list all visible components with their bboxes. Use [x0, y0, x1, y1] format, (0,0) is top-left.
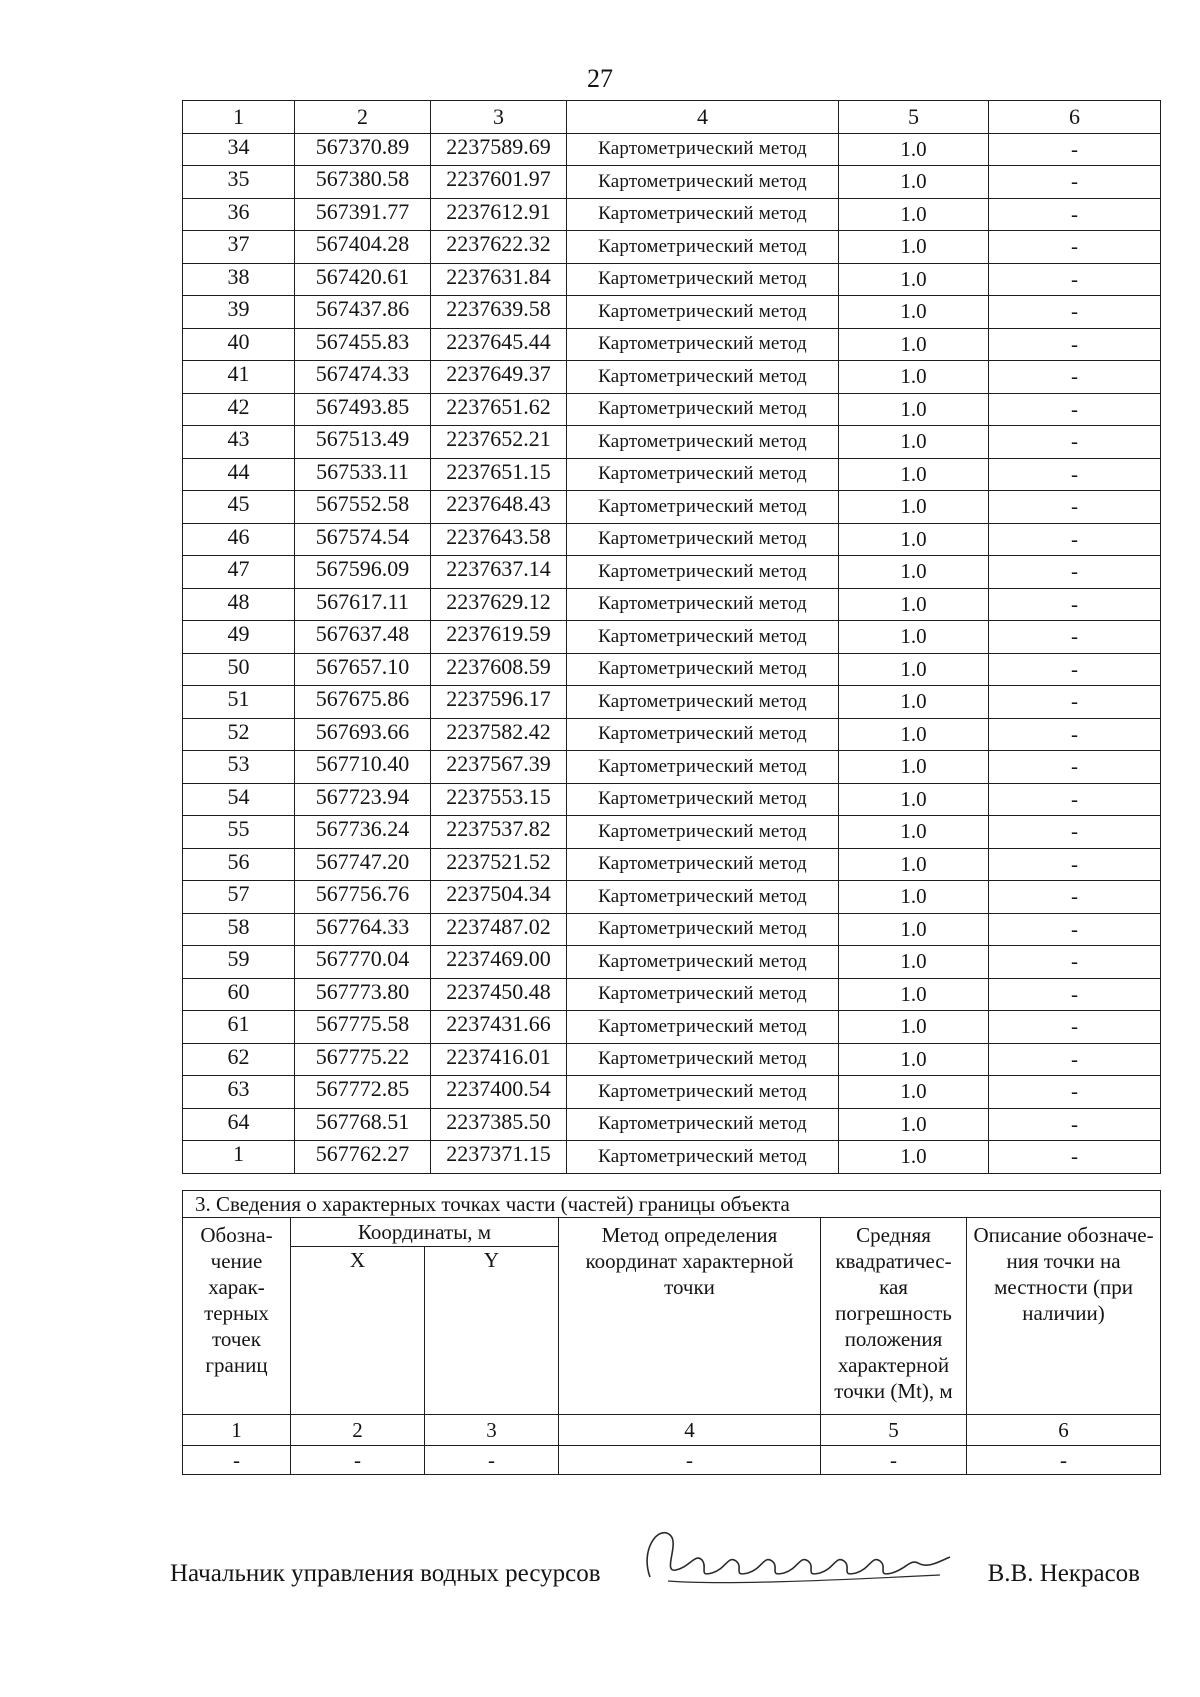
description-cell: -: [989, 913, 1161, 946]
header-accuracy: Средняя квадратичес-кая погрешность положения характерной точки (Mt), м: [821, 1218, 967, 1415]
table-row: [183, 1141, 1161, 1174]
table-row: [183, 946, 1161, 979]
x-coordinate-cell: 567493.85: [295, 393, 431, 426]
x-coordinate-cell: 567723.94: [295, 783, 431, 816]
method-cell: Картометрический метод: [567, 718, 839, 751]
method-cell: Картометрический метод: [567, 686, 839, 719]
description-cell: -: [989, 361, 1161, 394]
accuracy-cell: 1.0: [839, 523, 989, 556]
section3-table: [182, 1190, 1161, 1475]
point-number-cell: 50: [183, 653, 295, 686]
table-row: [183, 978, 1161, 1011]
point-number-cell: 41: [183, 361, 295, 394]
y-coordinate-cell: 2237589.69: [431, 133, 567, 166]
x-coordinate-cell: 567772.85: [295, 1076, 431, 1109]
x-coordinate-cell: 567657.10: [295, 653, 431, 686]
table-row: [183, 133, 1161, 166]
point-number-cell: 46: [183, 523, 295, 556]
y-coordinate-cell: 2237639.58: [431, 296, 567, 329]
section3-title: 3. Сведения о характерных точках части (частей) границы объекта: [183, 1191, 1161, 1218]
method-cell: Картометрический метод: [567, 1043, 839, 1076]
accuracy-cell: 1.0: [839, 913, 989, 946]
method-cell: Картометрический метод: [567, 1076, 839, 1109]
method-cell: Картометрический метод: [567, 946, 839, 979]
description-cell: -: [989, 751, 1161, 784]
description-cell: -: [989, 328, 1161, 361]
description-cell: -: [989, 816, 1161, 849]
description-cell: -: [989, 653, 1161, 686]
method-cell: Картометрический метод: [567, 881, 839, 914]
y-coordinate-cell: 2237567.39: [431, 751, 567, 784]
x-coordinate-cell: 567391.77: [295, 198, 431, 231]
table-row: [183, 653, 1161, 686]
method-cell: Картометрический метод: [567, 1011, 839, 1044]
signer-name: В.В. Некрасов: [987, 1560, 1140, 1587]
accuracy-cell: 1.0: [839, 491, 989, 524]
column-number: 3: [425, 1415, 559, 1446]
method-cell: Картометрический метод: [567, 913, 839, 946]
accuracy-cell: 1.0: [839, 263, 989, 296]
description-cell: -: [989, 978, 1161, 1011]
x-coordinate-cell: 567420.61: [295, 263, 431, 296]
header-method: Метод определения координат характерной точки: [559, 1218, 821, 1415]
table-row: [183, 556, 1161, 589]
method-cell: Картометрический метод: [567, 491, 839, 524]
x-coordinate-cell: 567756.76: [295, 881, 431, 914]
method-cell: Картометрический метод: [567, 653, 839, 686]
point-number-cell: 56: [183, 848, 295, 881]
section3-empty-row: [183, 1446, 1161, 1475]
y-coordinate-cell: 2237596.17: [431, 686, 567, 719]
point-number-cell: 47: [183, 556, 295, 589]
point-number-cell: 35: [183, 166, 295, 199]
table-row: [183, 361, 1161, 394]
y-coordinate-cell: 2237487.02: [431, 913, 567, 946]
table-row: [183, 751, 1161, 784]
table-row: [183, 491, 1161, 524]
table-row: [183, 198, 1161, 231]
point-number-cell: 45: [183, 491, 295, 524]
accuracy-cell: 1.0: [839, 848, 989, 881]
accuracy-cell: 1.0: [839, 653, 989, 686]
y-coordinate-cell: 2237651.15: [431, 458, 567, 491]
description-cell: -: [989, 588, 1161, 621]
point-number-cell: 57: [183, 881, 295, 914]
table-row: [183, 263, 1161, 296]
table-row: [183, 621, 1161, 654]
method-cell: Картометрический метод: [567, 1141, 839, 1174]
y-coordinate-cell: 2237553.15: [431, 783, 567, 816]
column-number: 5: [821, 1415, 967, 1446]
description-cell: -: [989, 556, 1161, 589]
y-coordinate-cell: 2237450.48: [431, 978, 567, 1011]
point-number-cell: 60: [183, 978, 295, 1011]
x-coordinate-cell: 567747.20: [295, 848, 431, 881]
x-coordinate-cell: 567552.58: [295, 491, 431, 524]
table-row: [183, 166, 1161, 199]
point-number-cell: 44: [183, 458, 295, 491]
method-cell: Картометрический метод: [567, 328, 839, 361]
accuracy-cell: 1.0: [839, 946, 989, 979]
y-coordinate-cell: 2237385.50: [431, 1108, 567, 1141]
accuracy-cell: 1.0: [839, 881, 989, 914]
accuracy-cell: 1.0: [839, 621, 989, 654]
description-cell: -: [989, 848, 1161, 881]
signature-footer: [170, 1548, 1140, 1598]
column-number: 4: [567, 101, 839, 134]
empty-cell: -: [559, 1446, 821, 1475]
point-number-cell: 34: [183, 133, 295, 166]
empty-cell: -: [183, 1446, 291, 1475]
signer-position: Начальник управления водных ресурсов: [170, 1560, 601, 1587]
point-number-cell: 40: [183, 328, 295, 361]
accuracy-cell: 1.0: [839, 296, 989, 329]
empty-cell: -: [967, 1446, 1161, 1475]
page-number: 27: [587, 64, 613, 93]
coordinates-table: [182, 100, 1161, 1174]
table-row: [183, 1043, 1161, 1076]
header-y: Y: [425, 1247, 559, 1415]
column-number: 2: [291, 1415, 425, 1446]
y-coordinate-cell: 2237649.37: [431, 361, 567, 394]
table-row: [183, 231, 1161, 264]
section3-header-row: [183, 1218, 1161, 1247]
point-number-cell: 48: [183, 588, 295, 621]
y-coordinate-cell: 2237652.21: [431, 426, 567, 459]
x-coordinate-cell: 567675.86: [295, 686, 431, 719]
point-number-cell: 49: [183, 621, 295, 654]
table-row: [183, 1108, 1161, 1141]
description-cell: -: [989, 133, 1161, 166]
description-cell: -: [989, 263, 1161, 296]
accuracy-cell: 1.0: [839, 556, 989, 589]
x-coordinate-cell: 567513.49: [295, 426, 431, 459]
table-row: [183, 913, 1161, 946]
x-coordinate-cell: 567775.58: [295, 1011, 431, 1044]
table-row: [183, 718, 1161, 751]
y-coordinate-cell: 2237612.91: [431, 198, 567, 231]
description-cell: -: [989, 198, 1161, 231]
description-cell: -: [989, 296, 1161, 329]
point-number-cell: 52: [183, 718, 295, 751]
point-number-cell: 54: [183, 783, 295, 816]
x-coordinate-cell: 567773.80: [295, 978, 431, 1011]
description-cell: -: [989, 783, 1161, 816]
method-cell: Картометрический метод: [567, 231, 839, 264]
accuracy-cell: 1.0: [839, 166, 989, 199]
table-row: [183, 393, 1161, 426]
x-coordinate-cell: 567533.11: [295, 458, 431, 491]
x-coordinate-cell: 567736.24: [295, 816, 431, 849]
x-coordinate-cell: 567437.86: [295, 296, 431, 329]
method-cell: Картометрический метод: [567, 426, 839, 459]
table-row: [183, 588, 1161, 621]
table-row: [183, 296, 1161, 329]
accuracy-cell: 1.0: [839, 231, 989, 264]
accuracy-cell: 1.0: [839, 718, 989, 751]
description-cell: -: [989, 426, 1161, 459]
empty-cell: -: [425, 1446, 559, 1475]
point-number-cell: 1: [183, 1141, 295, 1174]
column-number-row: [183, 101, 1161, 134]
point-number-cell: 39: [183, 296, 295, 329]
description-cell: -: [989, 1108, 1161, 1141]
y-coordinate-cell: 2237648.43: [431, 491, 567, 524]
x-coordinate-cell: 567370.89: [295, 133, 431, 166]
x-coordinate-cell: 567775.22: [295, 1043, 431, 1076]
accuracy-cell: 1.0: [839, 978, 989, 1011]
x-coordinate-cell: 567710.40: [295, 751, 431, 784]
description-cell: -: [989, 393, 1161, 426]
header-x: X: [291, 1247, 425, 1415]
point-number-cell: 37: [183, 231, 295, 264]
point-number-cell: 38: [183, 263, 295, 296]
x-coordinate-cell: 567770.04: [295, 946, 431, 979]
description-cell: -: [989, 166, 1161, 199]
description-cell: -: [989, 523, 1161, 556]
y-coordinate-cell: 2237645.44: [431, 328, 567, 361]
table-row: [183, 1011, 1161, 1044]
accuracy-cell: 1.0: [839, 751, 989, 784]
table-row: [183, 1076, 1161, 1109]
method-cell: Картометрический метод: [567, 393, 839, 426]
section3-column-number-row: [183, 1415, 1161, 1446]
accuracy-cell: 1.0: [839, 328, 989, 361]
empty-cell: -: [821, 1446, 967, 1475]
y-coordinate-cell: 2237537.82: [431, 816, 567, 849]
description-cell: -: [989, 1011, 1161, 1044]
method-cell: Картометрический метод: [567, 556, 839, 589]
table-row: [183, 881, 1161, 914]
column-number: 2: [295, 101, 431, 134]
description-cell: -: [989, 1076, 1161, 1109]
accuracy-cell: 1.0: [839, 426, 989, 459]
description-cell: -: [989, 686, 1161, 719]
method-cell: Картометрический метод: [567, 783, 839, 816]
point-number-cell: 59: [183, 946, 295, 979]
y-coordinate-cell: 2237601.97: [431, 166, 567, 199]
accuracy-cell: 1.0: [839, 361, 989, 394]
method-cell: Картометрический метод: [567, 621, 839, 654]
table-row: [183, 816, 1161, 849]
point-number-cell: 55: [183, 816, 295, 849]
x-coordinate-cell: 567762.27: [295, 1141, 431, 1174]
point-number-cell: 36: [183, 198, 295, 231]
method-cell: Картометрический метод: [567, 523, 839, 556]
accuracy-cell: 1.0: [839, 1141, 989, 1174]
method-cell: Картометрический метод: [567, 751, 839, 784]
table-row: [183, 686, 1161, 719]
description-cell: -: [989, 1141, 1161, 1174]
y-coordinate-cell: 2237431.66: [431, 1011, 567, 1044]
y-coordinate-cell: 2237416.01: [431, 1043, 567, 1076]
method-cell: Картометрический метод: [567, 978, 839, 1011]
accuracy-cell: 1.0: [839, 393, 989, 426]
point-number-cell: 63: [183, 1076, 295, 1109]
y-coordinate-cell: 2237629.12: [431, 588, 567, 621]
y-coordinate-cell: 2237631.84: [431, 263, 567, 296]
y-coordinate-cell: 2237504.34: [431, 881, 567, 914]
table-row: [183, 426, 1161, 459]
point-number-cell: 61: [183, 1011, 295, 1044]
method-cell: Картометрический метод: [567, 198, 839, 231]
point-number-cell: 53: [183, 751, 295, 784]
description-cell: -: [989, 458, 1161, 491]
table-row: [183, 458, 1161, 491]
accuracy-cell: 1.0: [839, 133, 989, 166]
point-number-cell: 43: [183, 426, 295, 459]
point-number-cell: 42: [183, 393, 295, 426]
description-cell: -: [989, 1043, 1161, 1076]
description-cell: -: [989, 231, 1161, 264]
x-coordinate-cell: 567768.51: [295, 1108, 431, 1141]
y-coordinate-cell: 2237651.62: [431, 393, 567, 426]
method-cell: Картометрический метод: [567, 133, 839, 166]
x-coordinate-cell: 567380.58: [295, 166, 431, 199]
method-cell: Картометрический метод: [567, 361, 839, 394]
table-row: [183, 328, 1161, 361]
accuracy-cell: 1.0: [839, 198, 989, 231]
method-cell: Картометрический метод: [567, 588, 839, 621]
table-row: [183, 848, 1161, 881]
section3-title-row: [183, 1191, 1161, 1218]
y-coordinate-cell: 2237643.58: [431, 523, 567, 556]
accuracy-cell: 1.0: [839, 1011, 989, 1044]
column-number: 1: [183, 101, 295, 134]
x-coordinate-cell: 567596.09: [295, 556, 431, 589]
y-coordinate-cell: 2237371.15: [431, 1141, 567, 1174]
description-cell: -: [989, 718, 1161, 751]
table-row: [183, 783, 1161, 816]
column-number: 4: [559, 1415, 821, 1446]
y-coordinate-cell: 2237619.59: [431, 621, 567, 654]
x-coordinate-cell: 567637.48: [295, 621, 431, 654]
point-number-cell: 62: [183, 1043, 295, 1076]
accuracy-cell: 1.0: [839, 588, 989, 621]
table-row: [183, 523, 1161, 556]
method-cell: Картометрический метод: [567, 816, 839, 849]
x-coordinate-cell: 567574.54: [295, 523, 431, 556]
y-coordinate-cell: 2237582.42: [431, 718, 567, 751]
x-coordinate-cell: 567404.28: [295, 231, 431, 264]
x-coordinate-cell: 567693.66: [295, 718, 431, 751]
x-coordinate-cell: 567617.11: [295, 588, 431, 621]
accuracy-cell: 1.0: [839, 1108, 989, 1141]
column-number: 1: [183, 1415, 291, 1446]
column-number: 5: [839, 101, 989, 134]
x-coordinate-cell: 567764.33: [295, 913, 431, 946]
x-coordinate-cell: 567474.33: [295, 361, 431, 394]
y-coordinate-cell: 2237622.32: [431, 231, 567, 264]
coordinates-table-body: [183, 101, 1161, 1174]
y-coordinate-cell: 2237400.54: [431, 1076, 567, 1109]
y-coordinate-cell: 2237469.00: [431, 946, 567, 979]
y-coordinate-cell: 2237521.52: [431, 848, 567, 881]
method-cell: Картометрический метод: [567, 166, 839, 199]
method-cell: Картометрический метод: [567, 1108, 839, 1141]
column-number: 3: [431, 101, 567, 134]
column-number: 6: [989, 101, 1161, 134]
y-coordinate-cell: 2237637.14: [431, 556, 567, 589]
accuracy-cell: 1.0: [839, 686, 989, 719]
description-cell: -: [989, 491, 1161, 524]
accuracy-cell: 1.0: [839, 1076, 989, 1109]
method-cell: Картометрический метод: [567, 263, 839, 296]
point-number-cell: 64: [183, 1108, 295, 1141]
description-cell: -: [989, 946, 1161, 979]
method-cell: Картометрический метод: [567, 848, 839, 881]
accuracy-cell: 1.0: [839, 1043, 989, 1076]
description-cell: -: [989, 881, 1161, 914]
header-description: Описание обозначе-ния точки на местности (при наличии): [967, 1218, 1161, 1415]
point-number-cell: 58: [183, 913, 295, 946]
header-coordinates: Координаты, м: [291, 1218, 559, 1247]
header-designation: Обозна-чение харак-терных точек границ: [183, 1218, 291, 1415]
y-coordinate-cell: 2237608.59: [431, 653, 567, 686]
accuracy-cell: 1.0: [839, 816, 989, 849]
description-cell: -: [989, 621, 1161, 654]
method-cell: Картометрический метод: [567, 296, 839, 329]
accuracy-cell: 1.0: [839, 783, 989, 816]
x-coordinate-cell: 567455.83: [295, 328, 431, 361]
point-number-cell: 51: [183, 686, 295, 719]
empty-cell: -: [291, 1446, 425, 1475]
accuracy-cell: 1.0: [839, 458, 989, 491]
column-number: 6: [967, 1415, 1161, 1446]
method-cell: Картометрический метод: [567, 458, 839, 491]
